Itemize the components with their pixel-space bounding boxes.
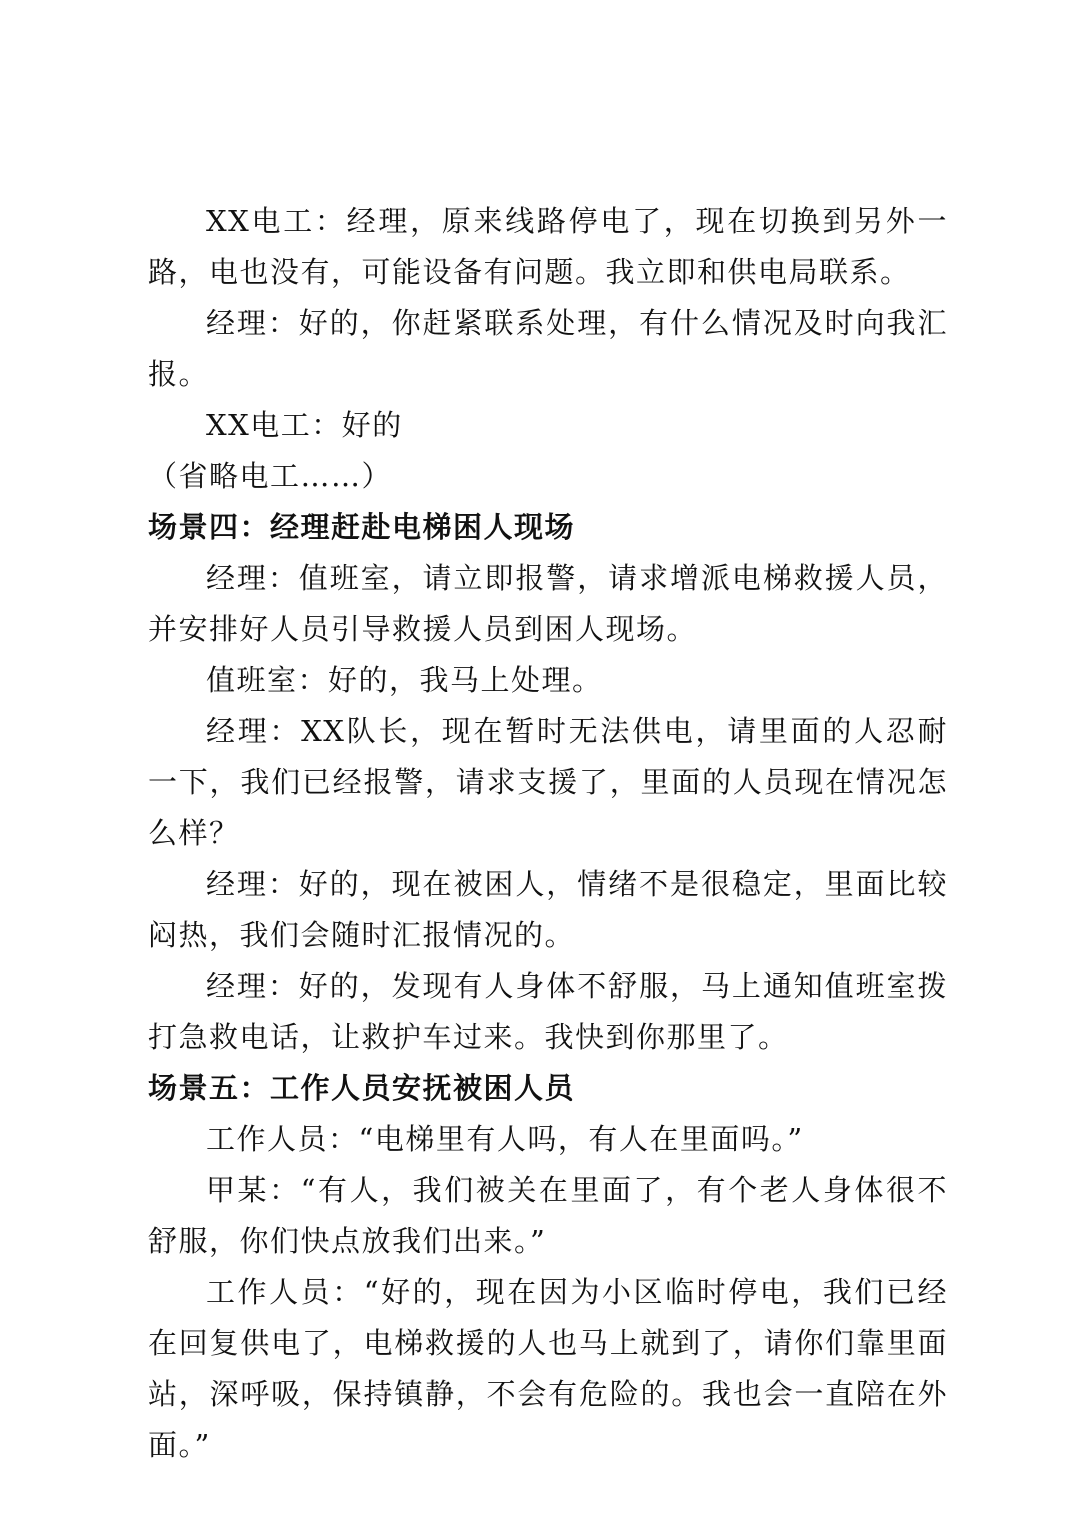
omission-note: （省略电工……） [148,459,393,493]
dialogue-paragraph: 经理：XX队长，现在暂时无法供电，请里面的人忍耐一下，我们已经报警，请求支援了，里面的人员现在情况怎么样？ [148,714,948,850]
dialogue-paragraph: 经理：好的，现在被困人，情绪不是很稳定，里面比较闷热，我们会随时汇报情况的。 [148,867,948,952]
scene-heading: 场景五：工作人员安抚被困人员 [148,1071,576,1105]
dialogue-paragraph: 经理：值班室，请立即报警，请求增派电梯救援人员，并安排好人员引导救援人员到困人现场。 [148,561,948,646]
dialogue-paragraph: 甲某：“有人，我们被关在里面了，有个老人身体很不舒服，你们快点放我们出来。” [148,1173,948,1258]
dialogue-paragraph: XX电工：好的 [206,408,403,442]
dialogue-paragraph: 工作人员：“好的，现在因为小区临时停电，我们已经在回复供电了，电梯救援的人也马上就到了，请你们靠里面站，深呼吸，保持镇静，不会有危险的。我也会一直陪在外面。” [148,1275,948,1462]
scene-heading: 场景四：经理赶赴电梯困人现场 [148,510,576,544]
dialogue-paragraph: 工作人员：“电梯里有人吗，有人在里面吗。” [206,1122,804,1156]
dialogue-paragraph: 值班室：好的，我马上处理。 [206,663,603,697]
dialogue-paragraph: XX电工：经理，原来线路停电了，现在切换到另外一路，电也没有，可能设备有问题。我立即和供电局联系。 [148,204,948,289]
dialogue-paragraph: 经理：好的，你赶紧联系处理，有什么情况及时向我汇报。 [148,306,948,391]
dialogue-paragraph: 经理：好的，发现有人身体不舒服，马上通知值班室拨打急救电话，让救护车过来。我快到你那里了。 [148,969,948,1054]
document-body [148,196,948,1471]
